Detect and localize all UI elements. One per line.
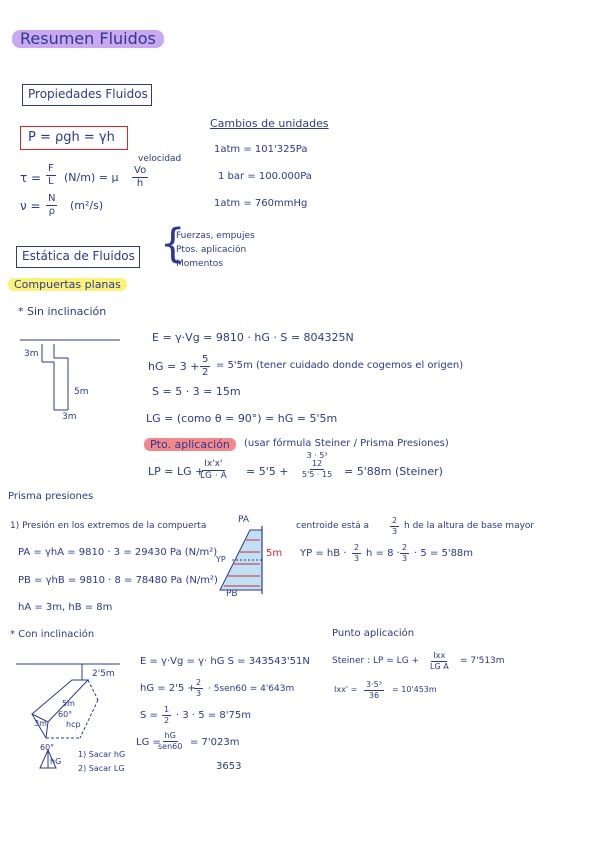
- lp-left: LP = LG +: [148, 465, 205, 478]
- yp-fraction-2: [400, 544, 409, 563]
- unit-atm-mmhg: 1atm = 760mmHg: [214, 198, 308, 209]
- prisma-pa: PA = γhA = 9810 · 3 = 29430 Pa (N/m²): [18, 547, 218, 558]
- diagram-pa-label: PA: [238, 515, 250, 525]
- yp-left: YP = hB ·: [300, 548, 347, 559]
- tau-v-den: h: [136, 178, 144, 189]
- yp-f1-den: 3: [354, 554, 360, 563]
- tau-v-num: Vo: [134, 165, 147, 176]
- gate-hg-den: 2: [202, 367, 209, 378]
- lp-f1-den: LG · A: [200, 471, 227, 481]
- steiner-fraction: [430, 652, 449, 671]
- yp-right: · 5 = 5'88m: [414, 548, 474, 559]
- inclined-note-1: 1) Sacar hG: [78, 750, 126, 759]
- gate-force: E = γ·Vg = 9810 · hG · S = 804325N: [152, 331, 354, 344]
- inclined-hg-num: 2: [196, 678, 202, 687]
- inclined-dashed-1: [80, 700, 98, 738]
- inclined-s-left: S =: [140, 710, 158, 721]
- yp-f1-num: 2: [354, 543, 360, 552]
- dim-3m-bottom: 3m: [62, 412, 77, 422]
- inclined-dim-25: 2'5m: [92, 669, 115, 679]
- inclined-s-den: 2: [164, 716, 170, 725]
- inclined-heading: * Con inclinación: [10, 629, 95, 640]
- diagram-yp-label: YP: [216, 555, 226, 564]
- inclined-hg-right: · 5sen60 = 4'643m: [208, 684, 295, 694]
- nu-units: (m²/s): [70, 199, 104, 212]
- inclined-lg-right: = 7'023m: [190, 737, 240, 748]
- units-heading: Cambios de unidades: [210, 117, 329, 130]
- lp-fraction-1: [200, 460, 227, 481]
- steiner-right: = 7'513m: [460, 656, 505, 666]
- small-triangle-60: 60°: [40, 743, 55, 752]
- inclined-force: E = γ·Vg = γ· hG S = 343543'51N: [140, 656, 310, 667]
- steiner-den: LG A: [430, 662, 449, 671]
- small-triangle-hg: hG: [50, 757, 62, 766]
- diagram-pb-label: PB: [226, 589, 238, 599]
- inclined-angle-60: 60°: [58, 710, 73, 719]
- yp-f2-num: 2: [402, 543, 408, 552]
- steiner-left: Steiner : LP = LG +: [332, 656, 420, 666]
- inclined-s-num: 1: [164, 705, 170, 714]
- inclined-scribble: 3653: [216, 761, 242, 772]
- diagram-5m-label: 5m: [266, 548, 283, 559]
- lp-f1-num: Ix'x': [204, 459, 223, 469]
- centroid-den: 3: [392, 527, 398, 536]
- gate-area: S = 5 · 3 = 15m: [152, 385, 241, 398]
- ixx-num: 3·5³: [366, 680, 382, 689]
- centroid-pre: centroide está a: [296, 521, 369, 531]
- inclined-s-right: · 3 · 5 = 8'75m: [176, 710, 251, 721]
- yp-fraction-1: [352, 544, 361, 563]
- velocity-label: velocidad: [138, 154, 182, 164]
- statics-item-1: Fuerzas, empujes: [176, 231, 255, 241]
- centroid-num: 2: [392, 516, 398, 525]
- lp-right: = 5'88m (Steiner): [344, 465, 443, 478]
- inclined-hg-den: 3: [196, 689, 202, 698]
- tau-force-fraction: [46, 164, 56, 187]
- lp-f2-den: 5'5 · 15: [302, 470, 333, 479]
- unit-bar-pa: 1 bar = 100.000Pa: [218, 171, 312, 182]
- inclined-lg-fraction: [158, 732, 182, 751]
- prisma-heading: Prisma presiones: [8, 491, 94, 502]
- lp-f2-num-top: 3 · 5³: [306, 451, 328, 460]
- gate-hg-left: hG = 3 +: [148, 360, 200, 373]
- statics-heading: Estática de Fluidos: [22, 249, 135, 263]
- centroid-post: h de la altura de base mayor: [404, 521, 535, 531]
- inclined-lg-left: LG =: [136, 737, 161, 748]
- ixx-fraction: [364, 681, 384, 700]
- pto-aplicacion-highlight: Pto. aplicación: [144, 438, 236, 451]
- pto-aplicacion-note: (usar fórmula Steiner / Prisma Presiones): [244, 438, 449, 449]
- gate-hg-fraction: [200, 355, 210, 378]
- inclined-s-fraction: [162, 706, 171, 725]
- yp-mid: h = 8 ·: [366, 548, 400, 559]
- punto-heading: Punto aplicación: [332, 628, 415, 639]
- ixx-left: Ixx' =: [334, 685, 358, 694]
- inclined-hcp: hcp: [66, 720, 81, 729]
- gates-no-inclination: * Sin inclinación: [18, 305, 107, 318]
- tau-f-num: F: [48, 163, 54, 174]
- gates-heading: Compuertas planas: [8, 278, 127, 291]
- dim-3m-top: 3m: [24, 349, 39, 359]
- tau-velocity-fraction: [132, 166, 148, 189]
- inclined-lg-num: hG: [164, 731, 176, 740]
- prisma-ha-hb: hA = 3m, hB = 8m: [18, 602, 113, 613]
- lp-f2-num-bot: 12: [312, 459, 323, 468]
- inclined-dim-3m: 3m: [34, 719, 47, 728]
- dim-5m: 5m: [74, 387, 89, 397]
- gate-hg-num: 5: [202, 354, 209, 365]
- prisma-pb: PB = γhB = 9810 · 8 = 78480 Pa (N/m²): [18, 575, 218, 586]
- tau-units: (N/m) = μ: [64, 171, 119, 184]
- statics-brace: {: [160, 221, 186, 267]
- ixx-den: 36: [368, 691, 380, 700]
- nu-den: ρ: [48, 206, 55, 217]
- nu-fraction: [46, 194, 57, 217]
- inclined-dim-5m: 5m: [62, 699, 75, 708]
- pressure-formula: P = ρgh = γh: [28, 130, 115, 145]
- gate-hg-right: = 5'5m (tener cuidado donde cogemos el origen): [216, 360, 464, 371]
- statics-item-3: Momentos: [176, 259, 224, 269]
- page-title: Resumen Fluidos: [12, 30, 164, 48]
- lp-fraction-2: [302, 452, 332, 479]
- gate-lg: LG = (como θ = 90°) = hG = 5'5m: [146, 412, 338, 425]
- tau-f-den: L: [48, 176, 54, 187]
- inclined-lg-den: sen60: [158, 742, 183, 751]
- yp-f2-den: 3: [402, 554, 408, 563]
- nu-left: ν =: [20, 199, 41, 213]
- steiner-num: Ixx: [433, 651, 446, 660]
- ixx-right: = 10'453m: [392, 685, 437, 694]
- inclined-hcp-line: [88, 680, 98, 700]
- propiedades-heading: Propiedades Fluidos: [28, 87, 148, 101]
- prisma-step-1: 1) Presión en los extremos de la compuerta: [10, 521, 207, 531]
- nu-num: N: [48, 193, 56, 204]
- statics-item-2: Ptos. aplicación: [176, 245, 247, 255]
- centroid-fraction: [390, 517, 399, 536]
- inclined-note-2: 2) Sacar LG: [78, 764, 125, 773]
- lp-mid: = 5'5 +: [246, 465, 289, 478]
- inclined-hg-left: hG = 2'5 +: [140, 683, 196, 694]
- tau-left: τ =: [20, 171, 42, 185]
- unit-atm-pa: 1atm = 101'325Pa: [214, 144, 308, 155]
- inclined-hg-fraction: [194, 679, 203, 698]
